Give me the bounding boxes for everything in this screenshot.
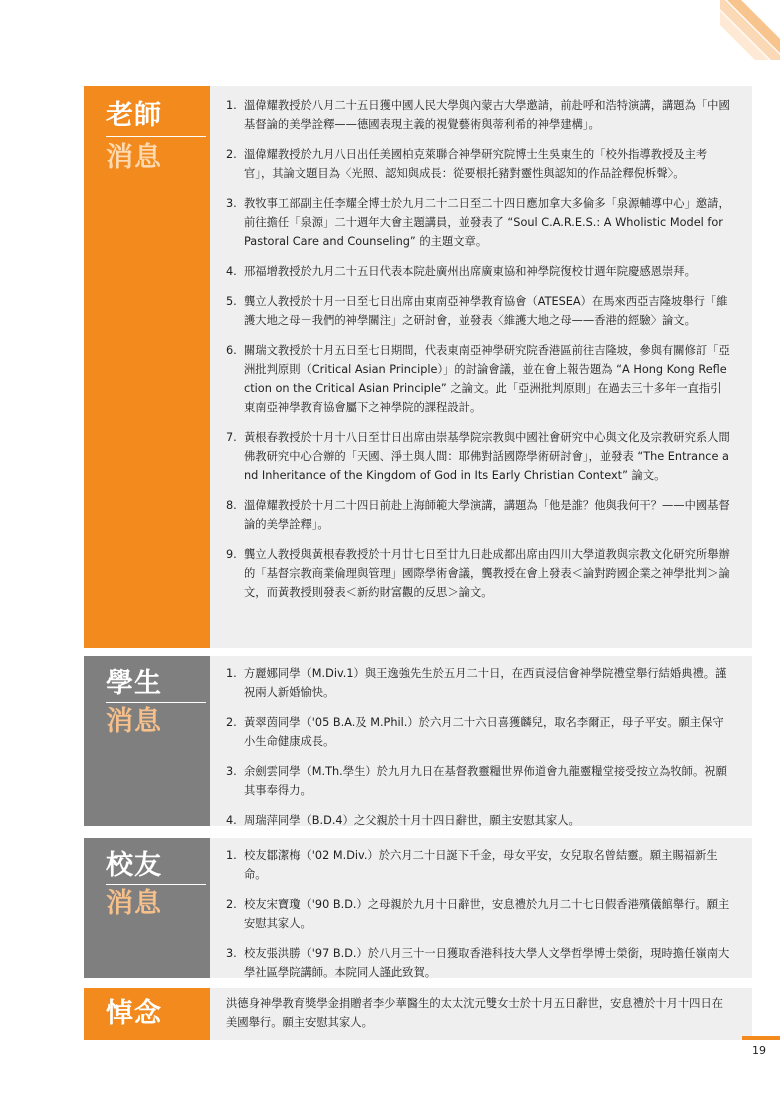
section-content [210, 86, 752, 648]
memorial-text: 洪德身神學教育獎學金捐贈者李少華醫生的太太沈元雙女士於十月五日辭世，安息禮於十月十四日在美國舉行。願主安慰其家人。 [226, 997, 724, 1029]
section-subtitle: 消息 [106, 142, 162, 173]
list-item: 3. 校友張洪勝（'97 B.D.）於八月三十一日獲取香港科技大學人文學哲學博士榮銜，現時擔任嶺南大學社區學院講師。本院同人謹此致賀。 [226, 947, 730, 979]
list-item: 3. 余劍雲同學（M.Th.學生）於九月九日在基督教靈糧世界佈道會九龍靈糧堂接受按立為牧師。祝願其事奉得力。 [226, 765, 727, 797]
section-alumni [84, 838, 752, 978]
section-students [84, 656, 752, 826]
section-title: 學生 [106, 668, 162, 699]
list-item: 4. 周瑞萍同學（B.D.4）之父親於十月十四日辭世，願主安慰其家人。 [226, 814, 580, 827]
list-item: 1. 校友鄒潔梅（'02 M.Div.）於六月二十日誕下千金，母女平安，女兒取名曾結靈。願主賜福新生命。 [226, 849, 718, 881]
list-item: 1. 溫偉耀教授於八月二十五日獲中國人民大學與內蒙古大學邀請，前赴呼和浩特演講，講題為「中國基督論的美學詮釋——德國表現主義的視覺藝術與蒂利希的神學建構」。 [226, 99, 730, 131]
section-subtitle: 消息 [106, 706, 162, 737]
list-item: 6. 關瑞文教授於十月五日至七日期間，代表東南亞神學研究院香港區前往吉隆坡，參與有關修訂「亞洲批判原則（Critical Asian Principle）」的討論會議，並在會上報告題為 “A Hong Kong Reflection on the Critical Asian Principle” 之論文。此「亞洲批判原則」在過去三十多年一直指引東南亞神學教育協會屬下之神學院的課程設計。 [226, 344, 730, 414]
corner-decoration [720, 0, 780, 60]
section-teachers [84, 86, 752, 648]
list-item: 4. 邢福增教授於九月二十五日代表本院赴廣州出席廣東協和神學院復校廿週年院慶感恩崇拜。 [226, 265, 696, 278]
section-content [210, 838, 752, 978]
section-content [210, 656, 752, 826]
list-item: 7. 黃根春教授於十月十八日至廿日出席由崇基學院宗教與中國社會研究中心與文化及宗教研究系人間佛教研究中心合辦的「天國、淨土與人間：耶佛對話國際學術研討會」，並發表 “The Entrance and Inheritance of the Kingdom of God in Its Early Christian Context” 論文。 [226, 431, 730, 482]
section-memorial [84, 988, 752, 1040]
list-item: 8. 溫偉耀教授於十月二十四日前赴上海師範大學演講，講題為「他是誰？他與我何干？——中國基督論的美學詮釋」。 [226, 499, 730, 531]
section-label [84, 988, 210, 1040]
list-item: 2. 溫偉耀教授於九月八日出任美國柏克萊聯合神學研究院博士生吳東生的「校外指導教授及主考官」，其論文題目為〈光照、認知與成長：從要根托豬對靈性與認知的作品詮釋倪柝聲〉。 [226, 148, 708, 180]
list-item: 9. 龔立人教授與黃根春教授於十月廿七日至廿九日赴成都出席由四川大學道教與宗教文化研究所舉辦的「基督宗教商業倫理與管理」國際學術會議，龔教授在會上發表＜論對跨國企業之神學批判＞論文，而黃教授則發表＜新約財富觀的反思＞論文。 [226, 548, 730, 599]
page-number: 19 [752, 1044, 766, 1057]
list-item: 5. 龔立人教授於十月一日至七日出席由東南亞神學教育協會（ATESEA）在馬來西亞吉隆坡舉行「維護大地之母－我們的神學關注」之研討會，並發表〈維護大地之母——香港的經驗〉論文。 [226, 295, 728, 327]
section-subtitle: 消息 [106, 888, 162, 919]
list-item: 1. 方麗娜同學（M.Div.1）與王逸強先生於五月二十日，在西貢浸信會神學院禮堂舉行結婚典禮。謹祝兩人新婚愉快。 [226, 667, 727, 699]
list-item: 2. 校友宋寶瓊（'90 B.D.）之母親於九月十日辭世，安息禮於九月二十七日假香港殯儀館舉行。願主安慰其家人。 [226, 898, 730, 930]
list-item: 2. 黃翠茵同學（'05 B.A.及 M.Phil.）於六月二十六日喜獲麟兒，取名李爾正，母子平安。願主保守小生命健康成長。 [226, 716, 724, 748]
news-list [226, 664, 732, 830]
title-divider [106, 702, 206, 703]
section-title: 老師 [106, 100, 162, 131]
section-title: 校友 [106, 850, 162, 881]
title-divider [106, 884, 206, 885]
section-label [84, 838, 210, 978]
section-label [84, 656, 210, 826]
news-list [226, 846, 732, 982]
section-title: 悼念 [106, 998, 162, 1029]
page-number-bar [742, 1036, 780, 1040]
news-list [226, 96, 732, 602]
list-item: 3. 教牧事工部副主任李耀全博士於九月二十二日至二十四日應加拿大多倫多「泉源輔導中心」邀請，前往擔任「泉源」二十週年大會主題講員，並發表了 “Soul C.A.R.E.S.: A Wholistic Model for Pastoral Care and Counseling” 的主題文章。 [226, 197, 730, 248]
section-content [210, 988, 752, 1040]
title-divider [106, 136, 206, 137]
section-label [84, 86, 210, 648]
